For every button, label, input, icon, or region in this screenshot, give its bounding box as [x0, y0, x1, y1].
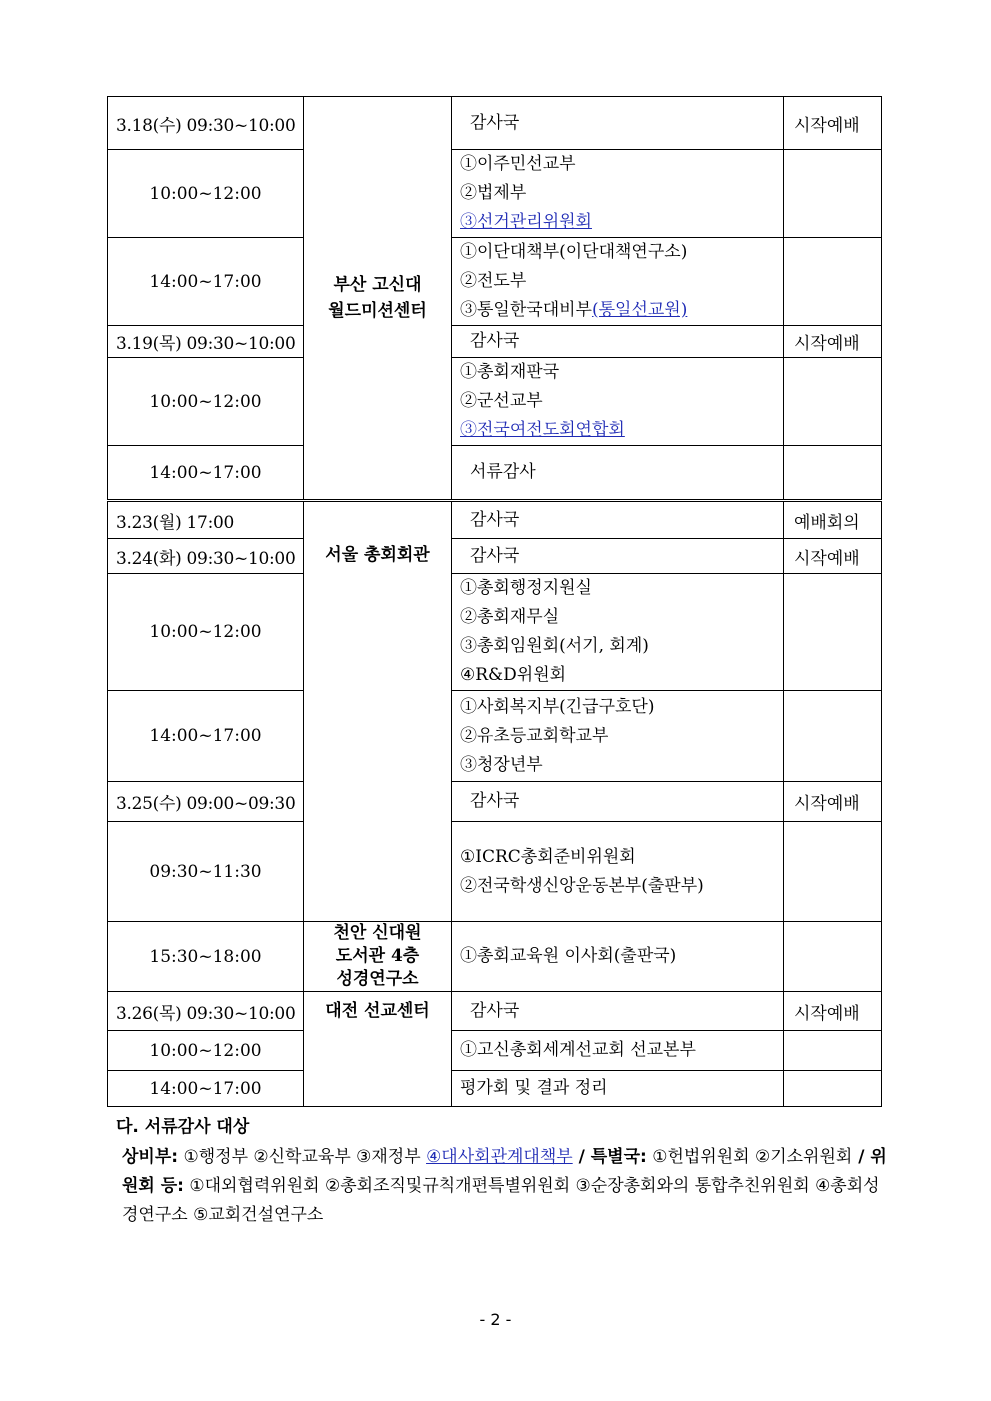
label-standing-departments: 상비부: [122, 1147, 179, 1167]
table-row [108, 358, 882, 446]
dept-cell: ①고신총회세계선교회 선교본부 [452, 1031, 784, 1071]
time-cell: 15:30~18:00 [108, 922, 304, 992]
note-cell: 시작예배 [784, 326, 882, 358]
dept-cell: ①이단대책부(이단대책연구소) ②전도부 ③통일한국대비부(통일선교원) [452, 238, 784, 326]
table-row [108, 446, 882, 501]
date-time-cell: 3.24(화) 09:30~10:00 [108, 539, 304, 574]
note-cell: 시작예배 [784, 992, 882, 1031]
venue-busan: 부산 고신대 월드미션센터 [304, 97, 452, 501]
dept-cell: 감사국 [452, 97, 784, 150]
venue-cheonan: 천안 신대원 도서관 4층 성경연구소 [304, 922, 452, 992]
dept-cell: ①총회교육원 이사회(출판국) [452, 922, 784, 992]
label-committees: 위원회 등: [122, 1147, 887, 1196]
table-row [108, 326, 882, 358]
date-time-cell: 3.26(목) 09:30~10:00 [108, 992, 304, 1031]
note-cell [784, 446, 882, 501]
time-cell: 10:00~12:00 [108, 150, 304, 238]
date-time-cell: 3.19(목) 09:30~10:00 [108, 326, 304, 358]
dept-cell: 감사국 [452, 539, 784, 574]
table-row [108, 150, 882, 238]
date-time-cell: 3.25(수) 09:00~09:30 [108, 782, 304, 822]
page-number: - 2 - [479, 1310, 512, 1329]
time-cell: 09:30~11:30 [108, 822, 304, 922]
link-womens-federation[interactable]: ③전국여전도회연합회 [460, 420, 625, 440]
table-row [108, 574, 882, 691]
dept-cell: 평가회 및 결과 정리 [452, 1071, 784, 1107]
note-cell: 시작예배 [784, 97, 882, 150]
dept-cell: ①총회재판국 ②군선교부 ③전국여전도회연합회 [452, 358, 784, 446]
table-row [108, 1031, 882, 1071]
venue-daejeon: 대전 선교센터 [304, 992, 452, 1107]
date-time-cell: 3.18(수) 09:30~10:00 [108, 97, 304, 150]
dept-cell: 감사국 [452, 782, 784, 822]
note-cell [784, 150, 882, 238]
dept-cell: ①이주민선교부 ②법제부 ③선거관리위원회 [452, 150, 784, 238]
link-social-relations-dept[interactable]: ④대사회관계대책부 [426, 1147, 573, 1167]
table-row [108, 922, 882, 992]
venue-seoul: 서울 총회회관 [304, 501, 452, 922]
time-cell: 10:00~12:00 [108, 358, 304, 446]
table-row [108, 501, 882, 539]
date-time-cell: 3.23(월) 17:00 [108, 501, 304, 539]
time-cell: 10:00~12:00 [108, 1031, 304, 1071]
dept-cell: 감사국 [452, 326, 784, 358]
time-cell: 14:00~17:00 [108, 446, 304, 501]
table-row [108, 782, 882, 822]
link-election-committee[interactable]: ③선거관리위원회 [460, 212, 592, 232]
time-cell: 14:00~17:00 [108, 238, 304, 326]
table-row [108, 691, 882, 782]
schedule-table [107, 96, 882, 1107]
time-cell: 10:00~12:00 [108, 574, 304, 691]
table-row [108, 539, 882, 574]
section-heading: 다. 서류감사 대상 [116, 1117, 250, 1137]
table-row [108, 992, 882, 1031]
dept-cell: 서류감사 [452, 446, 784, 501]
dept-cell: 감사국 [452, 501, 784, 539]
note-cell: 시작예배 [784, 539, 882, 574]
note-cell [784, 238, 882, 326]
audit-targets-paragraph: 상비부: ①행정부 ②신학교육부 ③재정부 ④대사회관계대책부 / 특별국: ①헌법위원회 ②기소위원회 / 위원회 등: ①대외협력위원회 ②총회조직및규칙개편특별위원회 ③순장총회와의 통합추친위원회 ④총회성경연구소 ⑤교회건설연구소 [122, 1147, 887, 1225]
table-row [108, 97, 882, 150]
dept-cell: 감사국 [452, 992, 784, 1031]
note-cell [784, 358, 882, 446]
time-cell: 14:00~17:00 [108, 691, 304, 782]
note-cell [784, 691, 882, 782]
dept-cell: ①총회행정지원실 ②총회재무실 ③총회임원회(서기, 회계) ④R&D위원회 [452, 574, 784, 691]
label-special-bureau: 특별국: [590, 1147, 647, 1167]
table-row [108, 238, 882, 326]
note-cell [784, 822, 882, 922]
note-cell [784, 922, 882, 992]
table-row [108, 822, 882, 922]
link-unification-mission[interactable]: (통일선교원) [591, 300, 688, 320]
note-cell [784, 1031, 882, 1071]
table-row [108, 1071, 882, 1107]
note-cell [784, 574, 882, 691]
note-cell [784, 1071, 882, 1107]
dept-cell: ①사회복지부(긴급구호단) ②유초등교회학교부 ③청장년부 [452, 691, 784, 782]
dept-cell: ①ICRC총회준비위원회 ②전국학생신앙운동본부(출판부) [452, 822, 784, 922]
time-cell: 14:00~17:00 [108, 1071, 304, 1107]
note-cell: 시작예배 [784, 782, 882, 822]
note-cell: 예배회의 [784, 501, 882, 539]
